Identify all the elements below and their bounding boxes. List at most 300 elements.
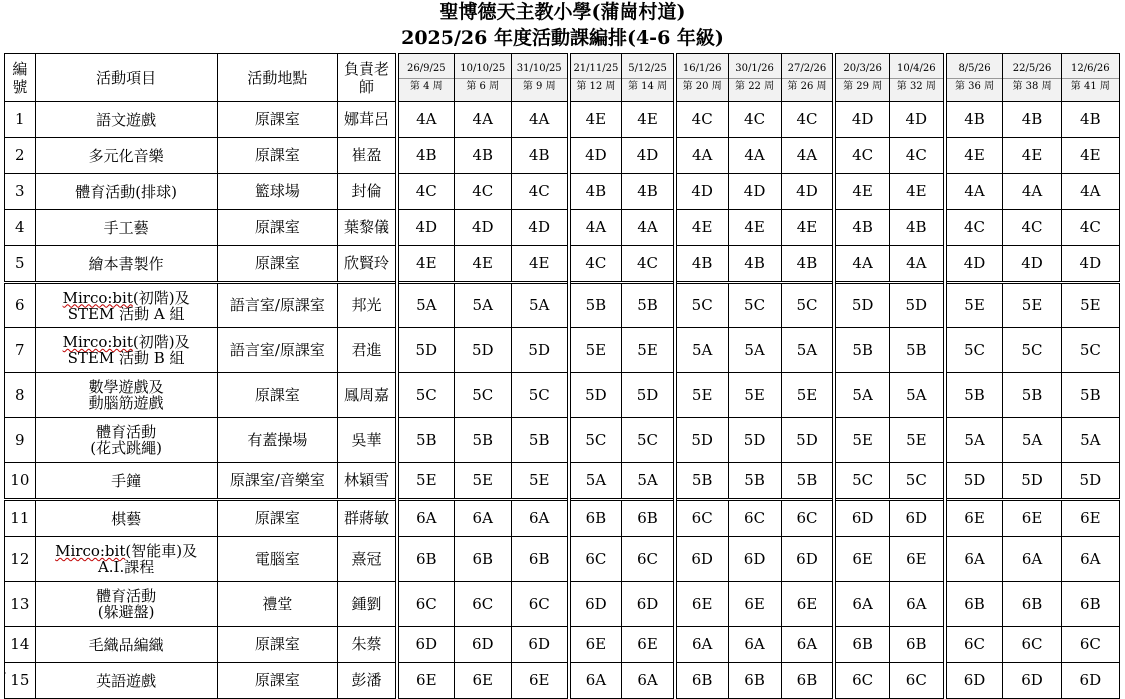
class-cell: 4A [622, 210, 675, 246]
teacher-name: 娜茸呂 [338, 102, 397, 138]
week-date: 27/2/26 [787, 62, 827, 74]
class-cell: 6E [1061, 500, 1119, 537]
week-date: 31/10/25 [516, 62, 562, 74]
teacher-name: 彭潘 [338, 663, 397, 699]
class-cell: 4B [675, 246, 728, 283]
class-cell: 4E [781, 210, 834, 246]
week-header [728, 54, 781, 102]
stray-mark: · [4, 669, 7, 678]
class-cell: 5A [889, 373, 944, 418]
week-header [675, 54, 728, 102]
class-cell: 5B [1061, 373, 1119, 418]
class-cell: 5B [569, 283, 622, 328]
table-row [5, 283, 1120, 328]
week-header [397, 54, 454, 102]
class-cell: 4E [945, 138, 1003, 174]
class-cell: 4B [945, 102, 1003, 138]
class-cell: 6D [945, 663, 1003, 699]
class-cell: 5C [889, 463, 944, 500]
class-cell: 4E [728, 210, 781, 246]
class-cell: 4C [454, 174, 511, 210]
class-cell: 4B [622, 174, 675, 210]
activity-text: 多元化音樂 [88, 146, 164, 165]
week-divider [571, 78, 622, 79]
teacher-name: 崔盈 [338, 138, 397, 174]
class-cell: 6A [834, 582, 889, 627]
week-number: 第 36 周 [954, 80, 995, 92]
teacher-name: 葉黎儀 [338, 210, 397, 246]
class-cell: 5C [1003, 328, 1061, 373]
class-cell: 5D [622, 373, 675, 418]
class-cell: 4C [569, 246, 622, 283]
activity-name [35, 328, 217, 373]
class-cell: 6B [945, 582, 1003, 627]
class-cell: 5E [834, 418, 889, 463]
class-cell: 6B [728, 663, 781, 699]
class-cell: 6E [889, 537, 944, 582]
class-cell: 6A [569, 663, 622, 699]
week-date: 10/10/25 [460, 62, 506, 74]
activity-prefix: Mirco:bit [55, 542, 126, 560]
class-cell: 6A [622, 663, 675, 699]
activity-text: 體育活動(排球) [75, 182, 177, 201]
class-cell: 5B [675, 463, 728, 500]
week-number: 第 32 周 [896, 80, 936, 92]
class-cell: 6C [945, 627, 1003, 663]
table-row [5, 210, 1120, 246]
class-cell: 4E [569, 102, 622, 138]
activity-location: 原課室 [217, 500, 338, 537]
row-number: 5 [5, 246, 36, 283]
week-number: 第 22 周 [735, 80, 775, 92]
class-cell: 6C [397, 582, 454, 627]
class-cell: 5C [834, 463, 889, 500]
class-cell: 4E [622, 102, 675, 138]
class-cell: 5C [454, 373, 511, 418]
class-cell: 4D [889, 102, 944, 138]
row-number: 11 [5, 500, 36, 537]
week-header [781, 54, 834, 102]
class-cell: 6B [1003, 582, 1061, 627]
week-number: 第 6 周 [466, 80, 500, 92]
header-location: 活動地點 [217, 54, 338, 102]
class-cell: 5E [454, 463, 511, 500]
class-cell: 6E [945, 500, 1003, 537]
class-cell: 6C [569, 537, 622, 582]
week-header [511, 54, 568, 102]
activity-location: 原課室 [217, 663, 338, 699]
week-number: 第 38 周 [1012, 80, 1052, 92]
row-number: 8 [5, 373, 36, 418]
class-cell: 5D [675, 418, 728, 463]
class-cell: 4A [569, 210, 622, 246]
table-row [5, 463, 1120, 500]
activity-location: 籃球場 [217, 174, 338, 210]
activity-text: 數學遊戲及 動腦筋遊戲 [88, 378, 164, 412]
class-cell: 6D [675, 537, 728, 582]
class-cell: 6A [511, 500, 568, 537]
week-header [1003, 54, 1061, 102]
class-cell: 5D [889, 283, 944, 328]
week-date: 8/5/26 [958, 62, 991, 74]
header-number: 編 號 [5, 54, 36, 102]
activity-schedule-table [4, 53, 1120, 699]
class-cell: 5B [781, 463, 834, 500]
class-cell: 6C [1061, 627, 1119, 663]
activity-location: 禮堂 [217, 582, 338, 627]
class-cell: 5C [675, 283, 728, 328]
week-divider [622, 78, 673, 79]
class-cell: 6B [622, 500, 675, 537]
class-cell: 5C [1061, 328, 1119, 373]
class-cell: 4D [397, 210, 454, 246]
table-row [5, 627, 1120, 663]
class-cell: 5A [1061, 418, 1119, 463]
class-cell: 4C [511, 174, 568, 210]
teacher-name: 鳳周嘉 [338, 373, 397, 418]
class-cell: 4D [945, 246, 1003, 283]
week-date: 30/1/26 [735, 62, 774, 74]
week-date: 26/9/25 [407, 62, 446, 74]
table-row [5, 582, 1120, 627]
class-cell: 5A [728, 328, 781, 373]
class-cell: 4E [511, 246, 568, 283]
class-cell: 5D [397, 328, 454, 373]
class-cell: 4C [622, 246, 675, 283]
teacher-name: 林穎雪 [338, 463, 397, 500]
activity-text: (初階)及 STEM 活動 A 組 [67, 288, 190, 323]
class-cell: 6D [1003, 663, 1061, 699]
class-cell: 6D [728, 537, 781, 582]
class-cell: 6E [569, 627, 622, 663]
class-cell: 5B [945, 373, 1003, 418]
class-cell: 4D [511, 210, 568, 246]
class-cell: 6B [889, 627, 944, 663]
table-row [5, 174, 1120, 210]
week-header [889, 54, 944, 102]
class-cell: 6B [1061, 582, 1119, 627]
class-cell: 4C [889, 138, 944, 174]
class-cell: 4E [397, 246, 454, 283]
activity-location: 原課室 [217, 373, 338, 418]
class-cell: 4C [945, 210, 1003, 246]
class-cell: 4D [1061, 246, 1119, 283]
class-cell: 4B [1003, 102, 1061, 138]
activity-name [35, 210, 217, 246]
class-cell: 6E [675, 582, 728, 627]
class-cell: 4E [1003, 138, 1061, 174]
class-cell: 5D [834, 283, 889, 328]
class-cell: 6D [889, 500, 944, 537]
class-cell: 4B [454, 138, 511, 174]
class-cell: 4A [1003, 174, 1061, 210]
week-divider [782, 78, 833, 79]
class-cell: 5D [781, 418, 834, 463]
class-cell: 5D [1003, 463, 1061, 500]
table-row [5, 418, 1120, 463]
class-cell: 6A [1061, 537, 1119, 582]
teacher-name: 朱蔡 [338, 627, 397, 663]
class-cell: 4D [1003, 246, 1061, 283]
activity-text: 毛織品編織 [88, 635, 164, 654]
activity-text: 繪本書製作 [88, 254, 164, 273]
week-divider [947, 78, 1003, 79]
header-activity: 活動項目 [35, 54, 217, 102]
class-cell: 4B [397, 138, 454, 174]
class-cell: 5A [834, 373, 889, 418]
class-cell: 5D [511, 328, 568, 373]
row-number: 12 [5, 537, 36, 582]
activity-text: 英語遊戲 [96, 671, 157, 690]
class-cell: 4A [889, 246, 944, 283]
header-row [5, 54, 1120, 102]
class-cell: 4A [781, 138, 834, 174]
week-date: 10/4/26 [897, 62, 936, 74]
class-cell: 4E [889, 174, 944, 210]
week-divider [1062, 78, 1119, 79]
class-cell: 5E [569, 328, 622, 373]
row-number: 4 [5, 210, 36, 246]
class-cell: 6E [728, 582, 781, 627]
activity-text: 體育活動 (花式跳繩) [90, 423, 162, 457]
activity-location: 原課室 [217, 246, 338, 283]
week-number: 第 20 周 [682, 80, 722, 92]
row-number: 7 [5, 328, 36, 373]
teacher-name: 欣賢玲 [338, 246, 397, 283]
activity-name [35, 174, 217, 210]
class-cell: 4E [1061, 138, 1119, 174]
activity-name [35, 373, 217, 418]
class-cell: 5B [622, 283, 675, 328]
class-cell: 5A [781, 328, 834, 373]
class-cell: 5C [728, 283, 781, 328]
week-date: 12/6/26 [1071, 62, 1110, 74]
class-cell: 5B [834, 328, 889, 373]
class-cell: 4B [569, 174, 622, 210]
class-cell: 6A [889, 582, 944, 627]
class-cell: 6B [454, 537, 511, 582]
row-number: 6 [5, 283, 36, 328]
class-cell: 5E [1003, 283, 1061, 328]
class-cell: 4C [728, 102, 781, 138]
class-cell: 5B [511, 418, 568, 463]
class-cell: 6D [834, 500, 889, 537]
schedule-title: 2025/26 年度活動課編排(4-6 年級) [401, 27, 724, 49]
class-cell: 4D [834, 102, 889, 138]
class-cell: 6C [622, 537, 675, 582]
class-cell: 5A [511, 283, 568, 328]
class-cell: 5E [728, 373, 781, 418]
class-cell: 6D [1061, 663, 1119, 699]
week-divider [729, 78, 781, 79]
school-title: 聖博德天主教小學(蒲崗村道) [439, 1, 686, 23]
class-cell: 6C [454, 582, 511, 627]
row-number: 14 [5, 627, 36, 663]
week-date: 21/11/25 [573, 62, 619, 74]
week-number: 第 4 周 [409, 80, 443, 92]
class-cell: 6D [511, 627, 568, 663]
class-cell: 5D [454, 328, 511, 373]
class-cell: 6D [569, 582, 622, 627]
class-cell: 5A [675, 328, 728, 373]
week-divider [677, 78, 728, 79]
class-cell: 5C [511, 373, 568, 418]
week-date: 5/12/25 [628, 62, 667, 74]
class-cell: 4A [1061, 174, 1119, 210]
class-cell: 5E [675, 373, 728, 418]
class-cell: 6A [454, 500, 511, 537]
week-divider [890, 78, 943, 79]
class-cell: 4E [675, 210, 728, 246]
week-divider [1003, 78, 1060, 79]
class-cell: 5C [569, 418, 622, 463]
class-cell: 6C [511, 582, 568, 627]
activity-text: 手工藝 [103, 218, 149, 237]
week-divider [399, 78, 454, 79]
table-row [5, 537, 1120, 582]
activity-name [35, 246, 217, 283]
class-cell: 5E [511, 463, 568, 500]
class-cell: 6A [675, 627, 728, 663]
class-cell: 5C [397, 373, 454, 418]
row-number: 10 [5, 463, 36, 500]
class-cell: 4C [834, 138, 889, 174]
class-cell: 5A [1003, 418, 1061, 463]
week-header [834, 54, 889, 102]
class-cell: 4A [945, 174, 1003, 210]
activity-location: 原課室 [217, 627, 338, 663]
class-cell: 5D [1061, 463, 1119, 500]
activity-location: 電腦室 [217, 537, 338, 582]
activity-name [35, 418, 217, 463]
class-cell: 6E [511, 663, 568, 699]
class-cell: 4E [454, 246, 511, 283]
teacher-name: 熹冠 [338, 537, 397, 582]
activity-location: 原課室 [217, 210, 338, 246]
class-cell: 6E [781, 582, 834, 627]
row-number: 3 [5, 174, 36, 210]
activity-prefix: Mirco:bit [62, 288, 133, 307]
class-cell: 5E [397, 463, 454, 500]
week-number: 第 9 周 [522, 80, 556, 92]
class-cell: 4A [397, 102, 454, 138]
class-cell: 6C [1003, 627, 1061, 663]
class-cell: 6D [454, 627, 511, 663]
class-cell: 5A [397, 283, 454, 328]
class-cell: 4A [675, 138, 728, 174]
class-cell: 5D [728, 418, 781, 463]
week-number: 第 26 周 [787, 80, 827, 92]
class-cell: 5B [1003, 373, 1061, 418]
class-cell: 4D [569, 138, 622, 174]
class-cell: 6D [622, 582, 675, 627]
activity-name [35, 582, 217, 627]
row-number: 1 [5, 102, 36, 138]
class-cell: 6A [781, 627, 834, 663]
class-cell: 5C [945, 328, 1003, 373]
activity-location: 語言室/原課室 [217, 283, 338, 328]
class-cell: 5D [945, 463, 1003, 500]
table-body [5, 102, 1120, 699]
row-number: 13 [5, 582, 36, 627]
table-row [5, 138, 1120, 174]
week-divider [836, 78, 889, 79]
class-cell: 6A [945, 537, 1003, 582]
class-cell: 6D [781, 537, 834, 582]
class-cell: 4B [834, 210, 889, 246]
class-cell: 6E [622, 627, 675, 663]
activity-location: 語言室/原課室 [217, 328, 338, 373]
class-cell: 4D [454, 210, 511, 246]
week-number: 第 41 周 [1070, 80, 1110, 92]
class-cell: 4B [728, 246, 781, 283]
class-cell: 6E [397, 663, 454, 699]
class-cell: 6C [675, 500, 728, 537]
activity-text: 語文遊戲 [96, 110, 157, 129]
activity-name [35, 463, 217, 500]
class-cell: 5A [569, 463, 622, 500]
class-cell: 5E [889, 418, 944, 463]
week-number: 第 29 周 [843, 80, 883, 92]
class-cell: 5E [622, 328, 675, 373]
class-cell: 5A [622, 463, 675, 500]
class-cell: 4D [781, 174, 834, 210]
week-header [569, 54, 622, 102]
class-cell: 6C [889, 663, 944, 699]
class-cell: 6C [728, 500, 781, 537]
class-cell: 5E [945, 283, 1003, 328]
week-date: 16/1/26 [682, 62, 722, 74]
class-cell: 4B [511, 138, 568, 174]
activity-name [35, 283, 217, 328]
week-date: 22/5/26 [1012, 62, 1052, 74]
week-date: 20/3/26 [843, 62, 882, 74]
class-cell: 6A [728, 627, 781, 663]
class-cell: 5E [781, 373, 834, 418]
class-cell: 4D [675, 174, 728, 210]
class-cell: 4C [1061, 210, 1119, 246]
table-row [5, 102, 1120, 138]
class-cell: 5A [454, 283, 511, 328]
row-number: 9 [5, 418, 36, 463]
class-cell: 5B [454, 418, 511, 463]
class-cell: 5B [728, 463, 781, 500]
activity-location: 有蓋操場 [217, 418, 338, 463]
class-cell: 6D [397, 627, 454, 663]
class-cell: 4B [1061, 102, 1119, 138]
activity-text: (初階)及 STEM 活動 B 組 [67, 333, 190, 367]
week-divider [512, 78, 567, 79]
week-number: 第 12 周 [576, 80, 616, 92]
class-cell: 6E [834, 537, 889, 582]
activity-text: 體育活動 (躲避盤) [96, 587, 157, 621]
class-cell: 5C [622, 418, 675, 463]
class-cell: 6B [397, 537, 454, 582]
class-cell: 5E [1061, 283, 1119, 328]
class-cell: 4B [889, 210, 944, 246]
activity-text: 棋藝 [111, 509, 142, 528]
activity-name [35, 138, 217, 174]
class-cell: 5C [781, 283, 834, 328]
activity-name [35, 102, 217, 138]
week-header [454, 54, 511, 102]
activity-name [35, 537, 217, 582]
table-row [5, 328, 1120, 373]
week-divider [455, 78, 511, 79]
class-cell: 4A [511, 102, 568, 138]
class-cell: 4C [397, 174, 454, 210]
table-row [5, 373, 1120, 418]
